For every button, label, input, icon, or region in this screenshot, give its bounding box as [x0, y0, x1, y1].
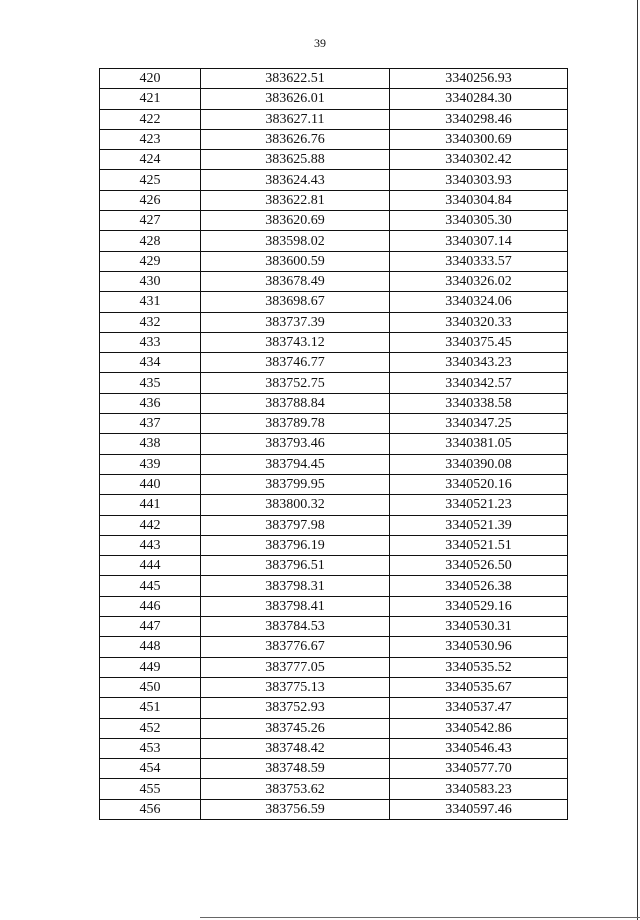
point-number-cell: 430 — [100, 271, 201, 291]
y-coordinate-cell: 3340521.51 — [390, 535, 568, 555]
table-row — [100, 129, 568, 149]
table-row — [100, 495, 568, 515]
table-row — [100, 150, 568, 170]
table-row — [100, 312, 568, 332]
y-coordinate-cell: 3340284.30 — [390, 89, 568, 109]
table-row — [100, 231, 568, 251]
page-bottom-line — [200, 917, 640, 918]
table-row — [100, 596, 568, 616]
table-row — [100, 393, 568, 413]
y-coordinate-cell: 3340526.38 — [390, 576, 568, 596]
y-coordinate-cell: 3340577.70 — [390, 759, 568, 779]
y-coordinate-cell: 3340535.52 — [390, 657, 568, 677]
table-row — [100, 576, 568, 596]
x-coordinate-cell: 383789.78 — [201, 414, 390, 434]
x-coordinate-cell: 383600.59 — [201, 251, 390, 271]
point-number-cell: 433 — [100, 332, 201, 352]
point-number-cell: 423 — [100, 129, 201, 149]
x-coordinate-cell: 383625.88 — [201, 150, 390, 170]
x-coordinate-cell: 383775.13 — [201, 677, 390, 697]
x-coordinate-cell: 383752.93 — [201, 698, 390, 718]
point-number-cell: 442 — [100, 515, 201, 535]
table-row — [100, 170, 568, 190]
y-coordinate-cell: 3340530.96 — [390, 637, 568, 657]
x-coordinate-cell: 383800.32 — [201, 495, 390, 515]
coordinate-table — [99, 68, 568, 820]
x-coordinate-cell: 383776.67 — [201, 637, 390, 657]
x-coordinate-cell: 383698.67 — [201, 292, 390, 312]
table-row — [100, 109, 568, 129]
y-coordinate-cell: 3340320.33 — [390, 312, 568, 332]
point-number-cell: 424 — [100, 150, 201, 170]
point-number-cell: 453 — [100, 738, 201, 758]
y-coordinate-cell: 3340542.86 — [390, 718, 568, 738]
point-number-cell: 447 — [100, 617, 201, 637]
x-coordinate-cell: 383798.31 — [201, 576, 390, 596]
table-row — [100, 373, 568, 393]
point-number-cell: 435 — [100, 373, 201, 393]
y-coordinate-cell: 3340546.43 — [390, 738, 568, 758]
point-number-cell: 426 — [100, 190, 201, 210]
x-coordinate-cell: 383622.51 — [201, 69, 390, 89]
y-coordinate-cell: 3340338.58 — [390, 393, 568, 413]
point-number-cell: 439 — [100, 454, 201, 474]
y-coordinate-cell: 3340526.50 — [390, 556, 568, 576]
table-row — [100, 353, 568, 373]
table-row — [100, 698, 568, 718]
x-coordinate-cell: 383788.84 — [201, 393, 390, 413]
x-coordinate-cell: 383626.76 — [201, 129, 390, 149]
table-row — [100, 454, 568, 474]
x-coordinate-cell: 383793.46 — [201, 434, 390, 454]
table-row — [100, 556, 568, 576]
table-row — [100, 190, 568, 210]
y-coordinate-cell: 3340381.05 — [390, 434, 568, 454]
point-number-cell: 428 — [100, 231, 201, 251]
table-row — [100, 718, 568, 738]
x-coordinate-cell: 383799.95 — [201, 474, 390, 494]
point-number-cell: 425 — [100, 170, 201, 190]
point-number-cell: 443 — [100, 535, 201, 555]
y-coordinate-cell: 3340529.16 — [390, 596, 568, 616]
point-number-cell: 422 — [100, 109, 201, 129]
point-number-cell: 446 — [100, 596, 201, 616]
table-row — [100, 617, 568, 637]
y-coordinate-cell: 3340535.67 — [390, 677, 568, 697]
y-coordinate-cell: 3340520.16 — [390, 474, 568, 494]
point-number-cell: 440 — [100, 474, 201, 494]
x-coordinate-cell: 383756.59 — [201, 799, 390, 819]
x-coordinate-cell: 383794.45 — [201, 454, 390, 474]
table-row — [100, 292, 568, 312]
y-coordinate-cell: 3340298.46 — [390, 109, 568, 129]
y-coordinate-cell: 3340304.84 — [390, 190, 568, 210]
y-coordinate-cell: 3340307.14 — [390, 231, 568, 251]
y-coordinate-cell: 3340583.23 — [390, 779, 568, 799]
y-coordinate-cell: 3340347.25 — [390, 414, 568, 434]
point-number-cell: 429 — [100, 251, 201, 271]
table-row — [100, 251, 568, 271]
table-row — [100, 779, 568, 799]
y-coordinate-cell: 3340324.06 — [390, 292, 568, 312]
point-number-cell: 420 — [100, 69, 201, 89]
y-coordinate-cell: 3340256.93 — [390, 69, 568, 89]
point-number-cell: 455 — [100, 779, 201, 799]
point-number-cell: 434 — [100, 353, 201, 373]
y-coordinate-cell: 3340333.57 — [390, 251, 568, 271]
y-coordinate-cell: 3340300.69 — [390, 129, 568, 149]
point-number-cell: 449 — [100, 657, 201, 677]
table-row — [100, 515, 568, 535]
table-row — [100, 332, 568, 352]
y-coordinate-cell: 3340326.02 — [390, 271, 568, 291]
point-number-cell: 431 — [100, 292, 201, 312]
y-coordinate-cell: 3340521.39 — [390, 515, 568, 535]
x-coordinate-cell: 383743.12 — [201, 332, 390, 352]
table-body — [100, 69, 568, 820]
x-coordinate-cell: 383748.59 — [201, 759, 390, 779]
point-number-cell: 448 — [100, 637, 201, 657]
page-edge-line — [637, 0, 638, 920]
y-coordinate-cell: 3340305.30 — [390, 211, 568, 231]
table-row — [100, 657, 568, 677]
point-number-cell: 444 — [100, 556, 201, 576]
y-coordinate-cell: 3340537.47 — [390, 698, 568, 718]
table-row — [100, 738, 568, 758]
point-number-cell: 450 — [100, 677, 201, 697]
x-coordinate-cell: 383796.19 — [201, 535, 390, 555]
point-number-cell: 451 — [100, 698, 201, 718]
x-coordinate-cell: 383678.49 — [201, 271, 390, 291]
x-coordinate-cell: 383752.75 — [201, 373, 390, 393]
x-coordinate-cell: 383798.41 — [201, 596, 390, 616]
y-coordinate-cell: 3340302.42 — [390, 150, 568, 170]
x-coordinate-cell: 383784.53 — [201, 617, 390, 637]
x-coordinate-cell: 383777.05 — [201, 657, 390, 677]
point-number-cell: 427 — [100, 211, 201, 231]
y-coordinate-cell: 3340521.23 — [390, 495, 568, 515]
point-number-cell: 441 — [100, 495, 201, 515]
point-number-cell: 436 — [100, 393, 201, 413]
table-row — [100, 434, 568, 454]
table-row — [100, 474, 568, 494]
table-row — [100, 69, 568, 89]
table-row — [100, 89, 568, 109]
x-coordinate-cell: 383753.62 — [201, 779, 390, 799]
table-row — [100, 759, 568, 779]
x-coordinate-cell: 383620.69 — [201, 211, 390, 231]
point-number-cell: 445 — [100, 576, 201, 596]
x-coordinate-cell: 383627.11 — [201, 109, 390, 129]
table-row — [100, 271, 568, 291]
x-coordinate-cell: 383797.98 — [201, 515, 390, 535]
point-number-cell: 421 — [100, 89, 201, 109]
x-coordinate-cell: 383746.77 — [201, 353, 390, 373]
y-coordinate-cell: 3340390.08 — [390, 454, 568, 474]
table-row — [100, 799, 568, 819]
point-number-cell: 452 — [100, 718, 201, 738]
y-coordinate-cell: 3340303.93 — [390, 170, 568, 190]
x-coordinate-cell: 383626.01 — [201, 89, 390, 109]
table-row — [100, 535, 568, 555]
table-row — [100, 677, 568, 697]
table-row — [100, 414, 568, 434]
x-coordinate-cell: 383737.39 — [201, 312, 390, 332]
y-coordinate-cell: 3340530.31 — [390, 617, 568, 637]
x-coordinate-cell: 383622.81 — [201, 190, 390, 210]
y-coordinate-cell: 3340342.57 — [390, 373, 568, 393]
x-coordinate-cell: 383745.26 — [201, 718, 390, 738]
page-number: 39 — [314, 36, 326, 50]
x-coordinate-cell: 383624.43 — [201, 170, 390, 190]
point-number-cell: 454 — [100, 759, 201, 779]
point-number-cell: 456 — [100, 799, 201, 819]
point-number-cell: 432 — [100, 312, 201, 332]
y-coordinate-cell: 3340343.23 — [390, 353, 568, 373]
x-coordinate-cell: 383748.42 — [201, 738, 390, 758]
y-coordinate-cell: 3340375.45 — [390, 332, 568, 352]
point-number-cell: 438 — [100, 434, 201, 454]
point-number-cell: 437 — [100, 414, 201, 434]
x-coordinate-cell: 383796.51 — [201, 556, 390, 576]
y-coordinate-cell: 3340597.46 — [390, 799, 568, 819]
table-row — [100, 637, 568, 657]
table-row — [100, 211, 568, 231]
x-coordinate-cell: 383598.02 — [201, 231, 390, 251]
